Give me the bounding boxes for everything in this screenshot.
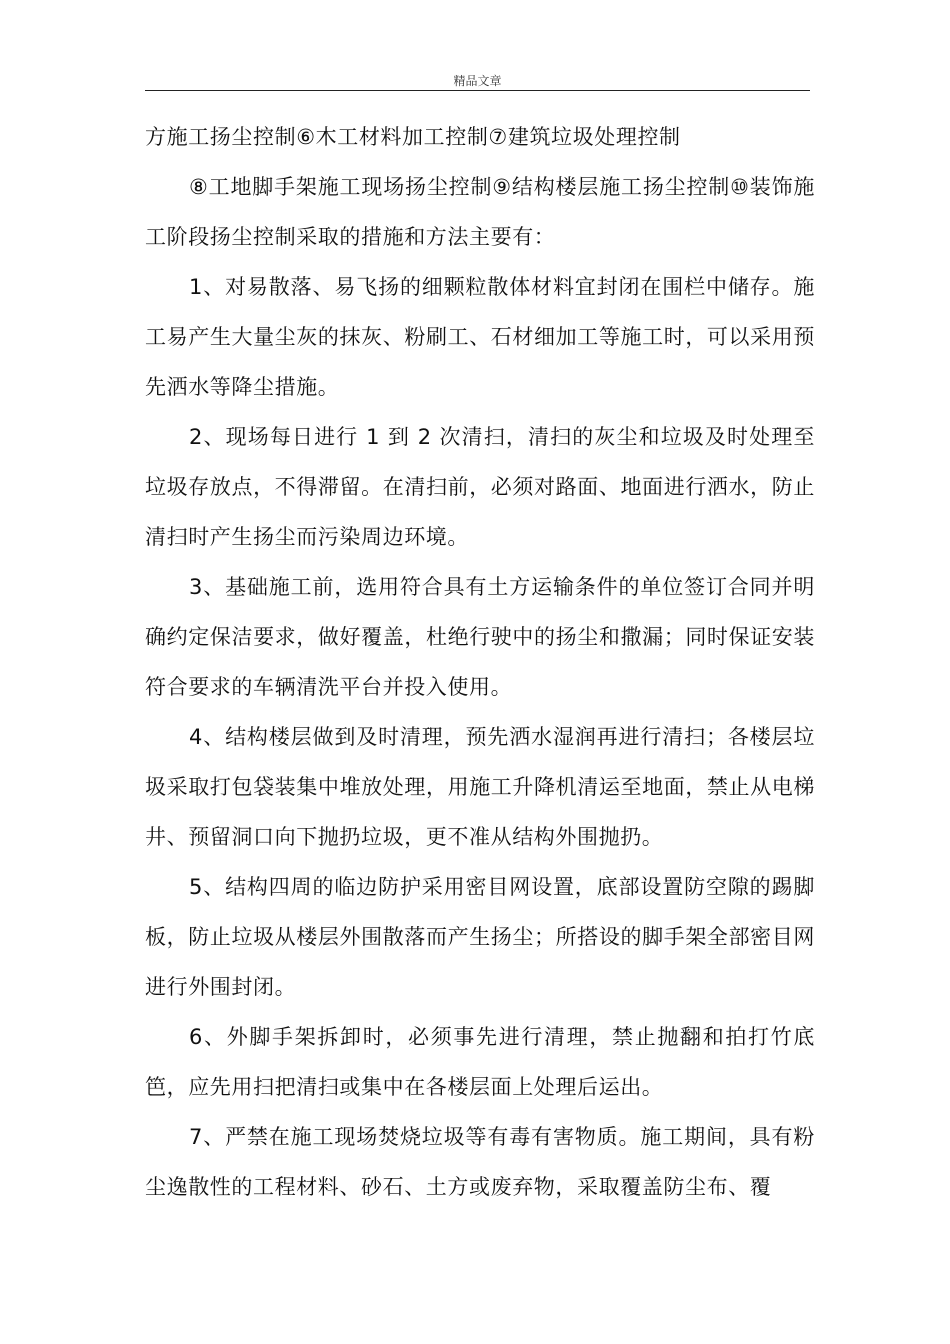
- document-body: [145, 112, 815, 1212]
- paragraph-7: 5、结构四周的临边防护采用密目网设置，底部设置防空隙的踢脚板，防止垃圾从楼层外围散落而产生扬尘；所搭设的脚手架全部密目网进行外围封闭。: [145, 875, 815, 999]
- paragraph-1: 方施工扬尘控制⑥木工材料加工控制⑦建筑垃圾处理控制: [145, 125, 681, 149]
- paragraph-2: ⑧工地脚手架施工现场扬尘控制⑨结构楼层施工扬尘控制⑩装饰施工阶段扬尘控制采取的措施和方法主要有：: [145, 175, 815, 249]
- paragraph-6: 4、结构楼层做到及时清理，预先洒水湿润再进行清扫；各楼层垃圾采取打包袋装集中堆放处理，用施工升降机清运至地面，禁止从电梯井、预留洞口向下抛扔垃圾，更不准从结构外围抛扔。: [145, 725, 815, 849]
- paragraph-9: 7、严禁在施工现场焚烧垃圾等有毒有害物质。施工期间，具有粉尘逸散性的工程材料、砂石、土方或废弃物，采取覆盖防尘布、覆: [145, 1125, 815, 1199]
- paragraph-5: 3、基础施工前，选用符合具有土方运输条件的单位签订合同并明确约定保洁要求，做好覆盖，杜绝行驶中的扬尘和撒漏；同时保证安装符合要求的车辆清洗平台并投入使用。: [145, 575, 815, 699]
- header-title: 精品文章: [453, 74, 502, 88]
- paragraph-4: 2、现场每日进行 1 到 2 次清扫，清扫的灰尘和垃圾及时处理至垃圾存放点，不得滞留。在清扫前，必须对路面、地面进行洒水，防止清扫时产生扬尘而污染周边环境。: [145, 425, 815, 549]
- page-header: [145, 70, 810, 91]
- paragraph-3: 1、对易散落、易飞扬的细颗粒散体材料宜封闭在围栏中储存。施工易产生大量尘灰的抹灰、粉刷工、石材细加工等施工时，可以采用预先洒水等降尘措施。: [145, 275, 815, 399]
- paragraph-8: 6、外脚手架拆卸时，必须事先进行清理，禁止抛翻和拍打竹底笆，应先用扫把清扫或集中在各楼层面上处理后运出。: [145, 1025, 815, 1099]
